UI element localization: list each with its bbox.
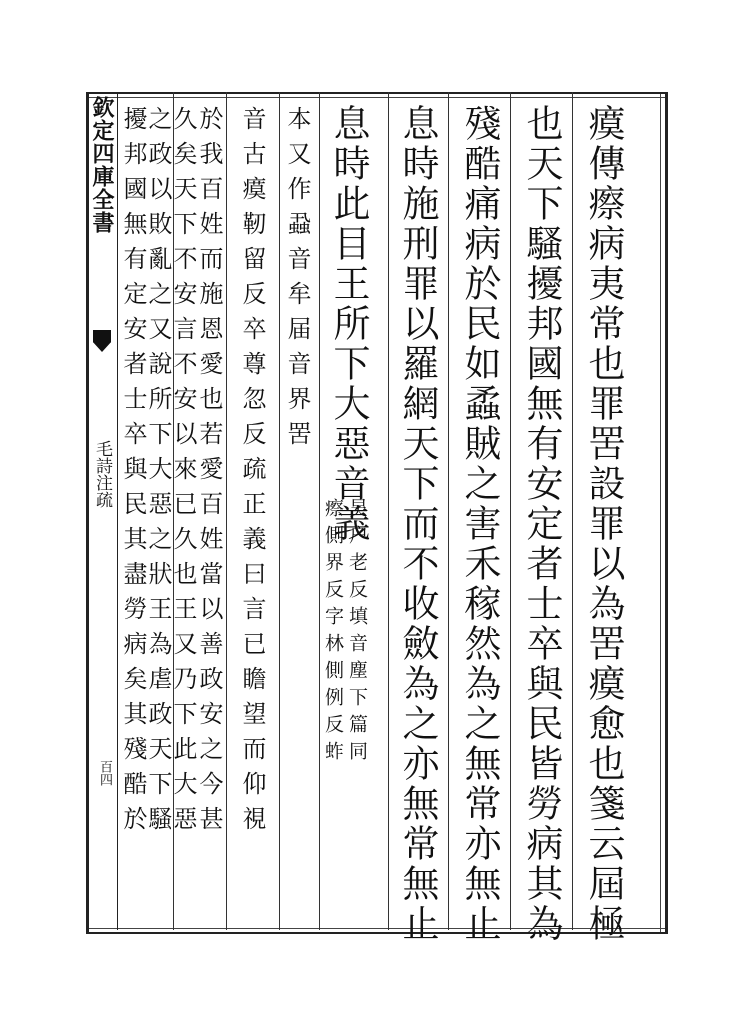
collection-title: 欽定四庫全書 <box>89 96 115 234</box>
column-rule <box>388 92 389 930</box>
column-rule <box>510 92 511 930</box>
text-column-8: 於我百姓而施恩愛也若愛百姓當以善政安之今甚 <box>195 106 223 841</box>
column-rule <box>572 92 573 930</box>
column-rule <box>226 92 227 930</box>
text-column-1: 瘼傳瘵病夷常也罪罟設罪以為罟瘼愈也箋云屆極 <box>582 104 625 944</box>
gutter-rule <box>117 92 118 930</box>
text-column-11: 擾邦國無有定安者士卒與民其盡勞病矣其殘酷於 <box>119 106 147 841</box>
text-column-5: 息時此目王所下大惡音義 <box>327 104 370 544</box>
text-column-3: 殘酷痛病於民如蟊賊之害禾稼然為之無常亦無止 <box>458 104 501 944</box>
text-column-9: 久矣天下不安言不安以來已久也王又乃下此大惡 <box>169 106 197 841</box>
frame-inner-top-rule <box>89 97 665 98</box>
page-number: 百四 <box>97 760 112 786</box>
column-rule <box>279 92 280 930</box>
text-column-4: 息時施刑罪以羅網天下而不收斂為之亦無常無止 <box>396 104 439 944</box>
text-column-7: 音古瘼靭留反卒尊忽反疏正義曰言已瞻望而仰視 <box>238 106 266 841</box>
book-title: 毛詩注疏 <box>92 440 112 508</box>
commentary-right: 昊户老反填音塵下篇同 <box>346 498 368 768</box>
commentary-left: 瘵側界反字林側例反蚱 <box>322 498 344 768</box>
text-column-10: 之政以敗亂之又說所下大惡之狀王為虐政天下騷 <box>144 106 172 841</box>
column-rule <box>448 92 449 930</box>
column-rule <box>319 92 320 930</box>
frame-inner-bottom-rule <box>89 928 665 929</box>
frame-inner-right-rule <box>660 94 661 932</box>
text-column-2: 也天下騷擾邦國無有安定者士卒與民皆勞病其為 <box>520 104 563 944</box>
text-column-6: 本又作蝨音牟届音界罟 <box>283 106 311 456</box>
